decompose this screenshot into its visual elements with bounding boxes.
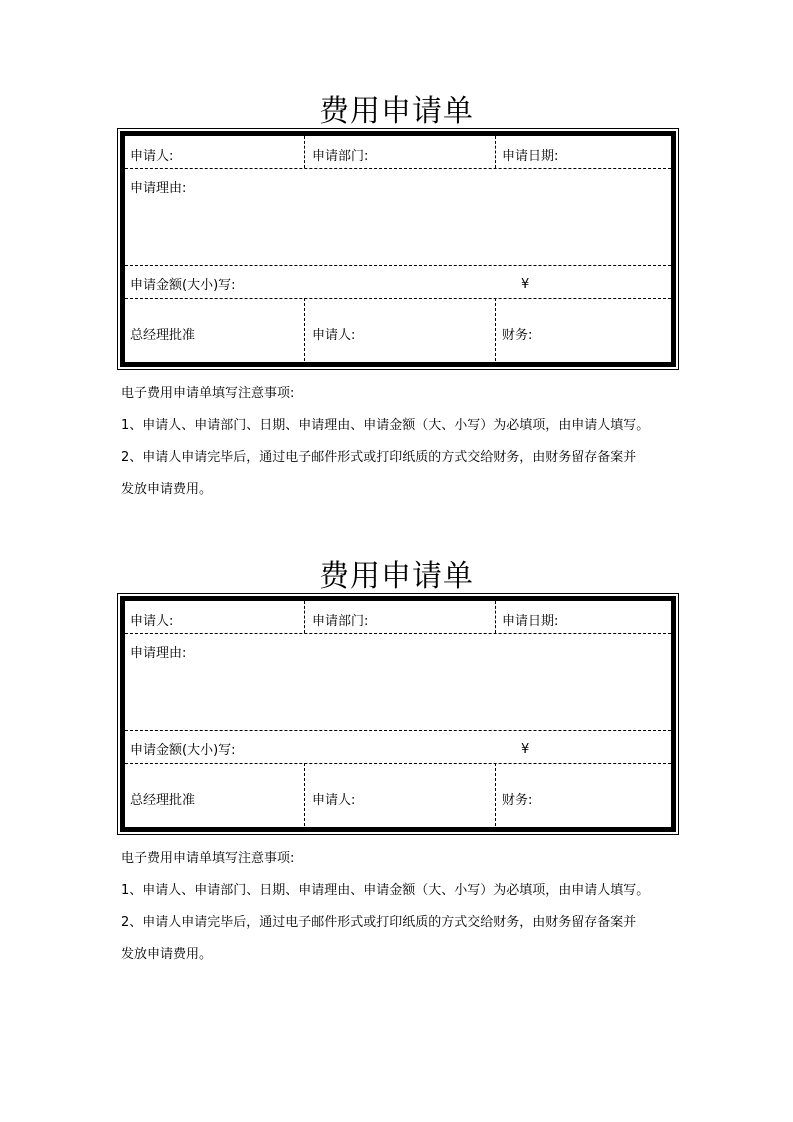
note-item: 2、申请人申请完毕后，通过电子邮件形式或打印纸质的方式交给财务，由财务留存备案并	[121, 450, 637, 465]
note-item: 发放申请费用。	[121, 947, 213, 962]
amount-field[interactable]: 申请金额(大小)写:	[130, 743, 236, 758]
reason-field[interactable]: 申请理由:	[130, 181, 187, 196]
amount-field[interactable]: 申请金额(大小)写:	[130, 278, 236, 293]
gm-approval-field[interactable]: 总经理批准	[130, 328, 196, 343]
note-item: 1、申请人、申请部门、日期、申请理由、申请金额（大、小写）为必填项，由申请人填写。	[121, 418, 650, 433]
applicant-sign-field[interactable]: 申请人:	[312, 793, 356, 808]
column-divider	[495, 298, 496, 366]
row-divider	[125, 168, 671, 169]
department-field[interactable]: 申请部门:	[312, 149, 369, 164]
reason-field[interactable]: 申请理由:	[130, 646, 187, 661]
column-divider	[304, 601, 305, 633]
form-frame	[117, 593, 679, 835]
row-divider	[125, 298, 671, 299]
note-item: 1、申请人、申请部门、日期、申请理由、申请金额（大、小写）为必填项，由申请人填写。	[121, 883, 650, 898]
column-divider	[304, 298, 305, 366]
row-divider	[125, 763, 671, 764]
applicant-field[interactable]: 申请人:	[130, 149, 174, 164]
applicant-field[interactable]: 申请人:	[130, 614, 174, 629]
gm-approval-field[interactable]: 总经理批准	[130, 793, 196, 808]
notes-title: 电子费用申请单填写注意事项:	[121, 851, 295, 866]
row-divider	[125, 633, 671, 634]
currency-symbol: ¥	[521, 277, 530, 292]
finance-field[interactable]: 财务:	[502, 793, 533, 808]
column-divider	[304, 136, 305, 168]
form-inner-frame	[120, 131, 676, 367]
applicant-sign-field[interactable]: 申请人:	[312, 328, 356, 343]
department-field[interactable]: 申请部门:	[312, 614, 369, 629]
form-title: 费用申请单	[319, 559, 474, 594]
finance-field[interactable]: 财务:	[502, 328, 533, 343]
form-frame	[117, 128, 679, 370]
form-inner-frame	[120, 596, 676, 832]
form-grid	[124, 135, 672, 363]
form-grid	[124, 600, 672, 828]
row-divider	[125, 730, 671, 731]
date-field[interactable]: 申请日期:	[502, 149, 559, 164]
currency-symbol: ¥	[521, 742, 530, 757]
column-divider	[495, 763, 496, 831]
note-item: 发放申请费用。	[121, 482, 213, 497]
form-title: 费用申请单	[319, 94, 474, 129]
column-divider	[495, 601, 496, 633]
column-divider	[304, 763, 305, 831]
notes-title: 电子费用申请单填写注意事项:	[121, 386, 295, 401]
column-divider	[495, 136, 496, 168]
note-item: 2、申请人申请完毕后，通过电子邮件形式或打印纸质的方式交给财务，由财务留存备案并	[121, 915, 637, 930]
row-divider	[125, 265, 671, 266]
date-field[interactable]: 申请日期:	[502, 614, 559, 629]
